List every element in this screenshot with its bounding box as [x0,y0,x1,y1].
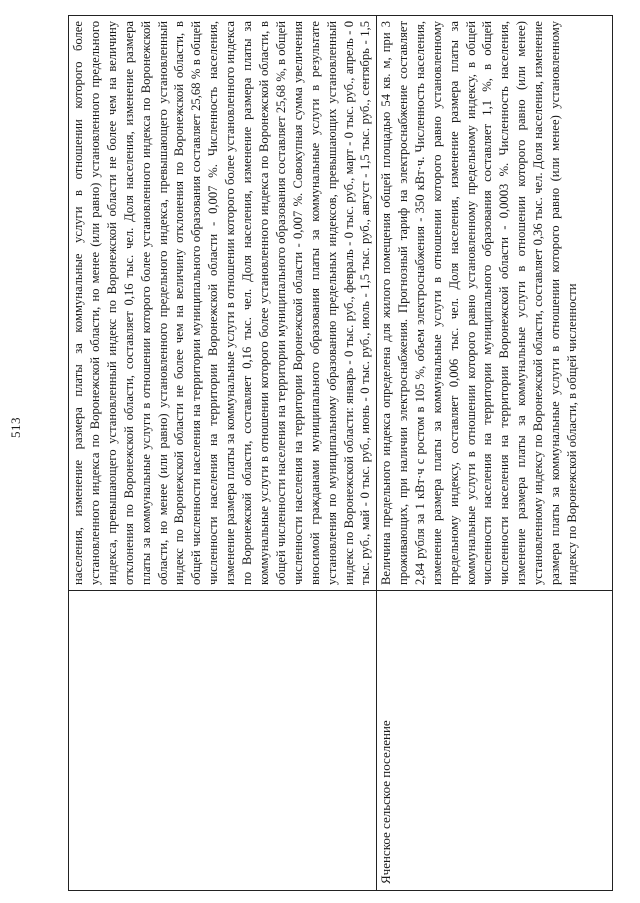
table-row [69,16,377,890]
description-cell: Величина предельного индекса определена для жилого помещения общей площадью 54 кв. м, при 3 проживающих, при наличии электроснабжения. Прогнозный тариф на электроснабжение составляет 2,84 рубля за 1 кВт·ч с ростом в 105 %, объем электроснабжения - 350 кВт·ч. Численность населения, изменение размера платы за коммунальные услуги в отношении которого равно установленному предельному индексу, составляет 0,006 тыс. чел. Доля населения, изменение размера платы за коммунальные услуги в отношении которого равно установленному предельному индексу, в общей численности населения на территории муниципального образования составляет 1,1 %, в общей численности населения на территории Воронежской области - 0,0003 %. Численность населения, изменение размера платы за коммунальные услуги в отношении которого равно (или менее) установленному индексу по Воронежской области, составляет 0,36 тыс. чел. Доля населения, изменение размера платы за коммунальные услуги в отношении которого равно (или менее) установленному индексу по Воронежской области, в общей численности [379,21,579,585]
description-cell: населения, изменение размера платы за коммунальные услуги в отношении которого более установленного индекса по Воронежской области, но менее (или равно) установленного предельного индекса, превышающего установленный индекс по Воронежской области не более чем на величину отклонения по Воронежской области, составляет 0,16 тыс. чел. Доля населения, изменение размера платы за коммунальные услуги в отношении которого более установленного индекса по Воронежской области, но менее (или равно) установленного предельного индекса, превышающего установленный индекс по Воронежской области не более чем на величину отклонения по Воронежской области, в общей численности населения на территории муниципального образования составляет 25,68 % в общей численности населения на территории Воронежской области - 0,007 %. Численность населения, изменение размера платы за коммунальные услуги в отношении которого более установленного индекса по Воронежской области, составляет 0,16 тыс. чел. Доля населения, изменение размера платы за коммунальные услуги в отношении которого более установленного индекса по Воронежской области, в общей численности населения на территории муниципального образования составляет 25,68 %, в общей численности населения на территории Воронежской области - 0,007 %. Совокупная сумма увеличения вносимой гражданами муниципального образования платы за коммунальные услуги в результате установления по муниципальному образованию предельных индексов, превышающих установленный индекс по Воронежской области: январь - 0 тыс. руб., февраль - 0 тыс. руб., март - 0 тыс. руб., апрель - 0 тыс. руб., май - 0 тыс. руб., июнь - 0 тыс. руб., июль - 1,5 тыс. руб., август - 1,5 тыс. руб., сентябрь - 1,5 [71,21,373,585]
page-number: 513 [8,417,23,438]
settlement-name-cell: Яченское сельское поселение [377,590,612,890]
document-table [68,15,613,891]
table-row [377,16,612,890]
settlement-name-cell [69,590,376,890]
